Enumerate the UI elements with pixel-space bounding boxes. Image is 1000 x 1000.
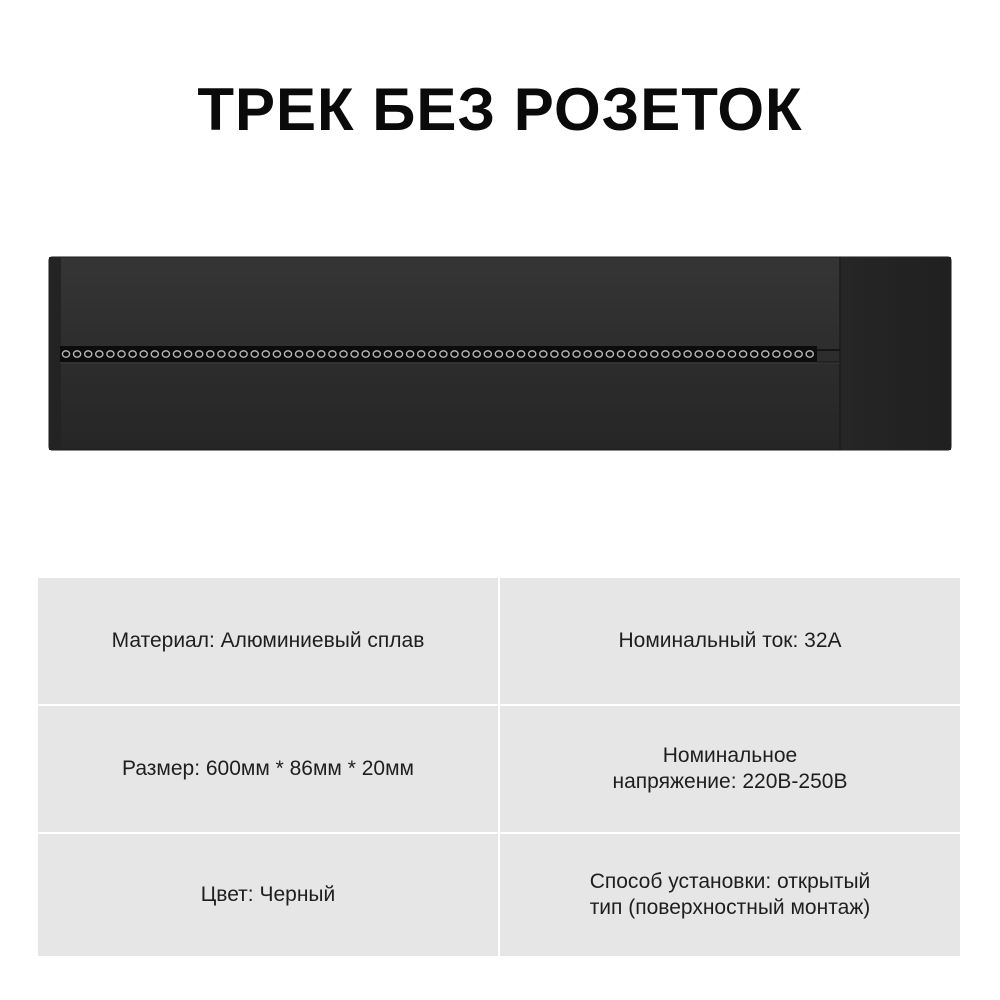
- track-left-edge: [49, 257, 61, 450]
- page-title: ТРЕК БЕЗ РОЗЕТОК: [197, 76, 803, 143]
- spec-cell-installation: Способ установки: открытый тип (поверхностный монтаж): [500, 834, 960, 956]
- spec-cell-size: Размер: 600мм * 86мм * 20мм: [38, 706, 498, 832]
- spec-cell-voltage: Номинальное напряжение: 220В-250В: [500, 706, 960, 832]
- spec-cell-current: Номинальный ток: 32А: [500, 578, 960, 704]
- spec-table: [38, 578, 960, 956]
- spec-cell-material: Материал: Алюминиевый сплав: [38, 578, 498, 704]
- spec-cell-color: Цвет: Черный: [38, 834, 498, 956]
- end-cap: [840, 257, 951, 450]
